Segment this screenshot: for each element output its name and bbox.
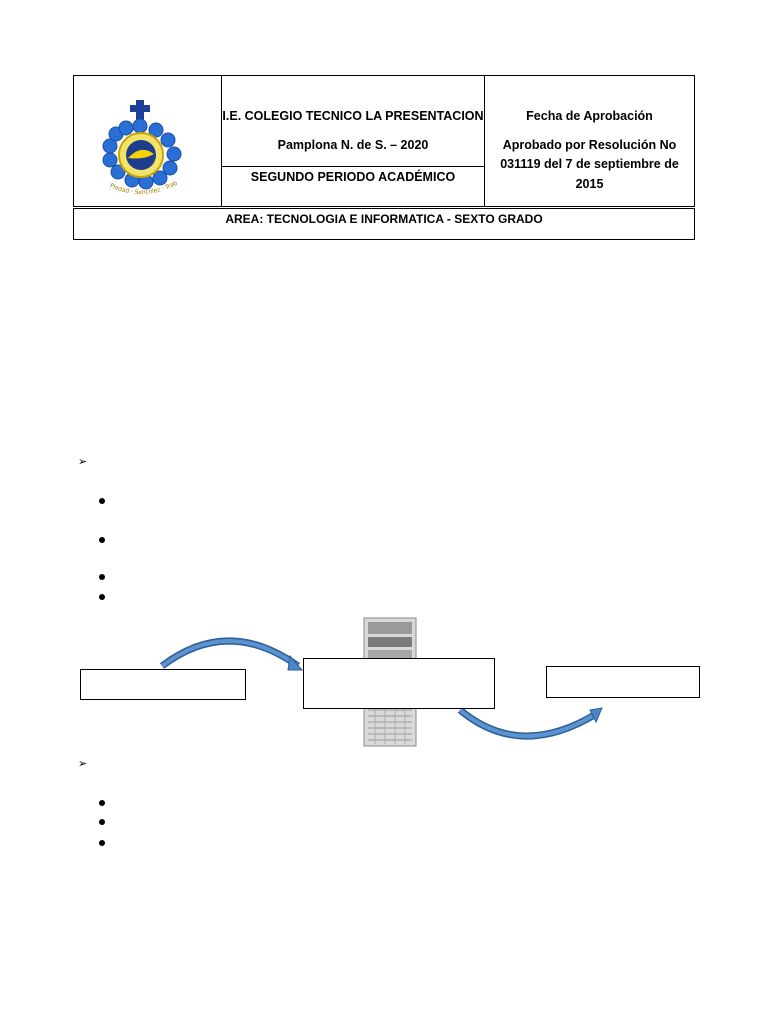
list-bullet <box>99 574 105 580</box>
school-name: I.E. COLEGIO TECNICO LA PRESENTACION <box>222 109 484 123</box>
cell-divider <box>222 166 484 167</box>
section-bullet-icon: ➢ <box>78 456 88 468</box>
school-logo <box>74 76 222 206</box>
logo-cell <box>74 76 222 206</box>
list-bullet <box>99 498 105 504</box>
output-box <box>546 666 700 698</box>
section-bullet-icon: ➢ <box>78 758 88 770</box>
school-info-cell <box>222 76 485 206</box>
area-row <box>73 208 695 240</box>
approval-line-1: Aprobado por Resolución No <box>502 138 677 152</box>
period-label: SEGUNDO PERIODO ACADÉMICO <box>250 170 456 184</box>
area-label: AREA: TECNOLOGIA E INFORMATICA - SEXTO GRADO <box>225 212 543 226</box>
approval-title: Fecha de Aprobación <box>526 109 653 123</box>
list-bullet <box>99 537 105 543</box>
process-box <box>303 658 495 709</box>
list-bullet <box>99 819 105 825</box>
city-year: Pamplona N. de S. – 2020 <box>277 138 429 152</box>
approval-line-3: 2015 <box>575 177 604 191</box>
approval-cell <box>485 76 694 206</box>
list-bullet <box>99 840 105 846</box>
approval-line-2: 031119 del 7 de septiembre de <box>500 157 679 171</box>
header-table <box>73 75 695 207</box>
svg-text:Piedad · Sencillez · Trabajo: Piedad · Sencillez · Trab <box>108 179 179 197</box>
input-box <box>80 669 246 700</box>
list-bullet <box>99 800 105 806</box>
list-bullet <box>99 594 105 600</box>
